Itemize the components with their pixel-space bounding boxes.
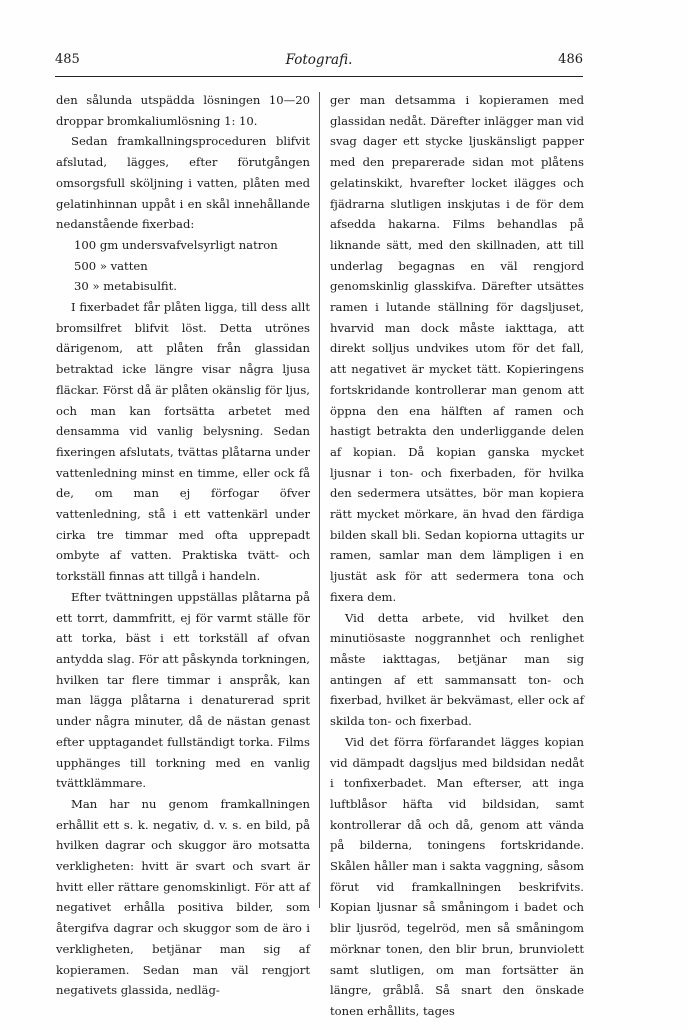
- paragraph: I fixerbadet får plåten ligga, till dess allt bromsilfret blifvit löst. Detta utrönes därigenom, att plåten från glassidan betraktad icke längre visar några ljusa fläckar. Först då är plåten okänslig för ljus, och man kan fortsätta arbetet med densamma vid vanlig belysning. Sedan fixeringen afslutats, tvättas plåtarna under vattenledning minst en timme, eller ock få de, om man ej förfogar öfver vattenledning, stå i ett vattenkärl under cirka tre timmar med ofta upprepadt ombyte af vatten. Praktiska tvätt- och torkställ finnas att tillgå i handeln.: [56, 300, 310, 584]
- formula-line: 100 gm undersvafvelsyrligt natron: [74, 237, 278, 252]
- paragraph: Efter tvättningen uppställas plåtarna på ett torrt, dammfritt, ej för varmt ställe för att torka, bäst i ett torkställ af ofvan antydda slag. För att påskynda torkningen, hvilken tar flere timmar i anspråk, kan man lägga plåtarna i denaturerad sprit under några minuter, då de nästan genast efter upptagandet fullständigt torka. Films upphänges till torkning med en vanlig tvättklämmare.: [56, 589, 310, 791]
- page-header: [55, 52, 583, 72]
- formula-line: 30 » metabisulfit.: [74, 279, 177, 294]
- paragraph: Man har nu genom framkallningen erhållit ett s. k. negativ, d. v. s. en bild, på hvilken dagrar och skuggor äro motsatta verkligheten: hvitt är svart och svart är hvitt eller rättare genomskinligt. För att af negativet erhålla positiva bilder, som återgifva dagrar och skuggor som de äro i verkligheten, betjänar man sig af kopieramen. Sedan man väl rengjort negativets glassida, nedläg-: [56, 796, 310, 998]
- page-number-left: 485: [55, 52, 80, 67]
- formula-line: 500 » vatten: [74, 258, 148, 273]
- column-divider: [319, 92, 320, 908]
- header-rule: [55, 76, 583, 77]
- paragraph: Vid det förra förfarandet lägges kopian vid dämpadt dagsljus med bildsidan nedåt i tonfixerbadet. Man efterser, att inga luftblåsor häfta vid bildsidan, samt kontrollerar då och då, genom att vända på bilderna, toningens fortskridande. Skålen håller man i sakta vaggning, såsom förut vid framkallningen beskrifvits. Kopian ljusnar så småningom i badet och blir ljusröd, tegelröd, men så småningom mörknar tonen, den blir brun, brunviolett samt slutligen, om man fortsätter än längre, gråblå. Så snart den önskade tonen erhållits, tages: [330, 734, 584, 1018]
- page-number-right: 486: [558, 52, 583, 67]
- right-column: [330, 90, 584, 1022]
- paragraph: Sedan framkallningsproceduren blifvit afslutad, lägges, efter förutgången omsorgsfull sköljning i vatten, plåten med gelatinhinnan uppåt i en skål innehållande nedanstående fixerbad:: [56, 134, 310, 232]
- paragraph: den sålunda utspädda lösningen 10—20 droppar bromkaliumlösning 1: 10.: [56, 93, 310, 128]
- running-title: Fotografi.: [285, 52, 353, 68]
- paragraph: Vid detta arbete, vid hvilket den minutiösaste noggrannhet och renlighet måste iakttagas, betjänar man sig antingen af ett sammansatt ton- och fixerbad, hvilket är bekvämast, eller ock af skilda ton- och fixerbad.: [330, 610, 584, 729]
- left-column: [56, 90, 310, 1001]
- paragraph: ger man detsamma i kopieramen med glassidan nedåt. Därefter inlägger man vid svag dager ett stycke ljuskänsligt papper med den preparerade sidan mot plåtens gelatinskikt, hvarefter locket ilägges och fjädrarna slutligen inskjutas i de för dem afsedda hakarna. Films behandlas på liknande sätt, med den skillnaden, att till underlag begagnas en väl rengjord genomskinlig glasskifva. Därefter utsättes ramen i lutande ställning för dagsljuset, hvarvid man dock måste iakttaga, att direkt solljus undvikes utom för det fall, att negativet är mycket tätt. Kopieringens fortskridande kontrollerar man genom att öppna den ena hälften af ramen och hastigt betrakta den underliggande delen af kopian. Då kopian ganska mycket ljusnar i ton- och fixerbaden, för hvilka den sedermera utsättes, bör man kopiera rätt mycket mörkare, än hvad den färdiga bilden skall bli. Sedan kopiorna uttagits ur ramen, samlar man dem lämpligen i en ljustät ask för att sedermera tona och fixera dem.: [330, 93, 584, 604]
